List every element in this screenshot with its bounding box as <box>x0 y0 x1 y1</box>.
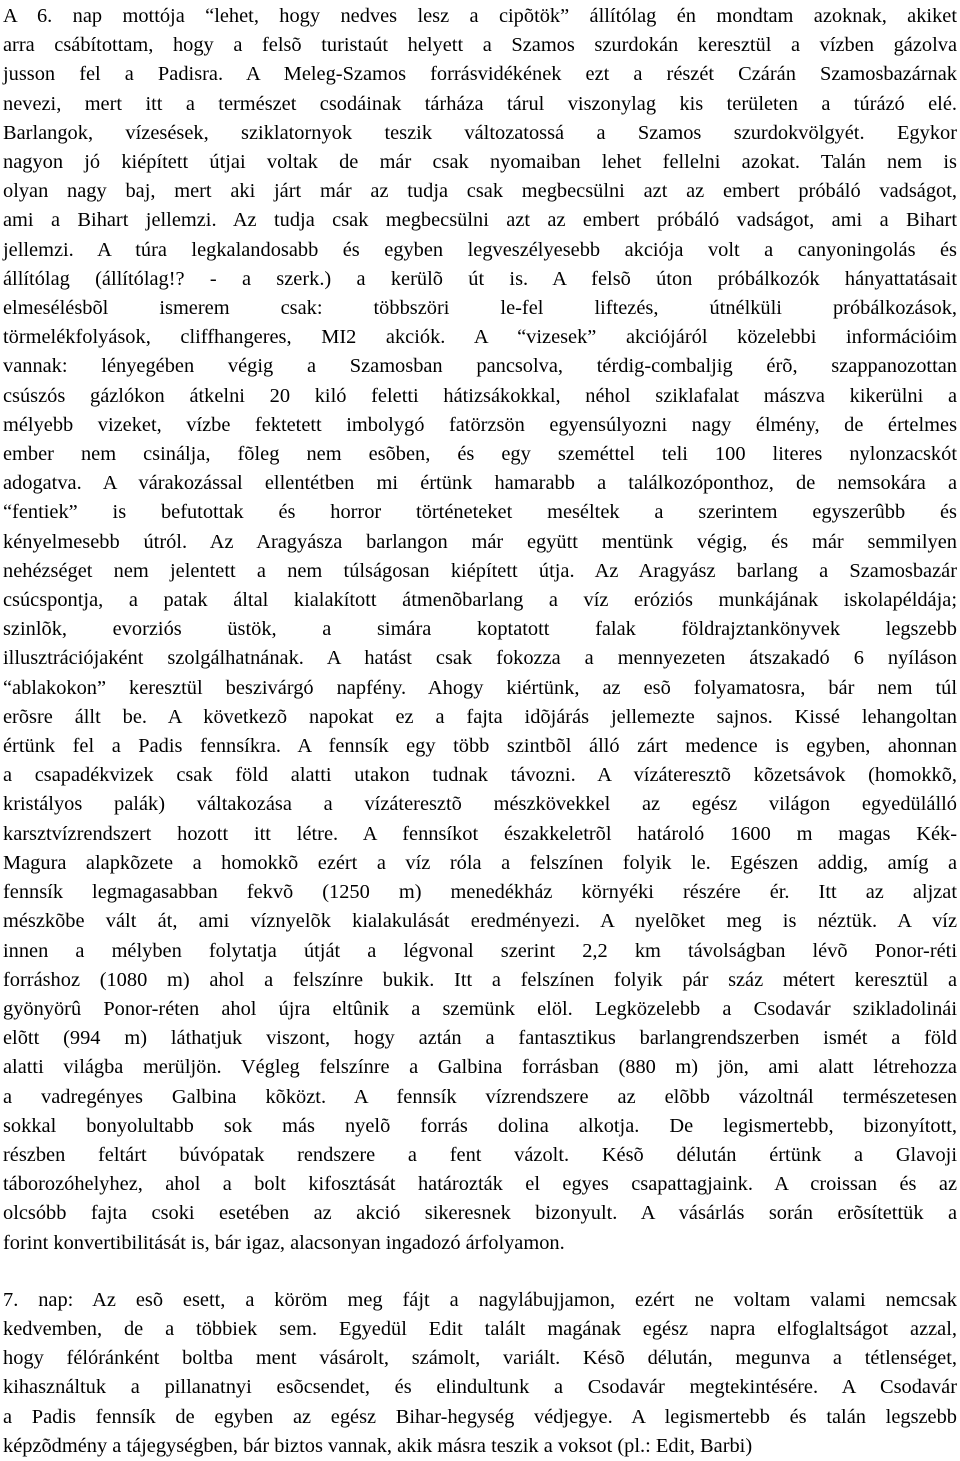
text-line: olcsóbb fajta csoki esetében az akció sikeresnek bizonyult. A vásárlás során erõsítettük a <box>3 1202 957 1225</box>
text-line: mélyebb vizeket, vízbe fektetett imbolygó fatörzsön egyensúlyozni nagy élmény, de értelmes <box>3 413 957 436</box>
text-line: nevezi, mert itt a természet csodáinak tárháza tárul viszonylag kis területen a túrázó elé. <box>3 92 957 115</box>
paragraph-day-6 <box>3 2 957 1258</box>
text-line: mészkõbe vált át, ami víznyelõk kialakulását eredményezi. A nyelõket meg is néztük. A víz <box>3 910 957 933</box>
text-line: Barlangok, vízesések, sziklatornyok teszik változatossá a Szamos szurdokvölgyét. Egykor <box>3 121 957 144</box>
text-line: kihasználtuk a pillanatnyi esõcsendet, és elindultunk a Csodavár megtekintésére. A Csodavár <box>3 1376 957 1399</box>
text-line: táborozóhelyhez, ahol a bolt kifosztását határozták el egyes csapattagjaink. A croissan és az <box>3 1173 957 1196</box>
text-line: a Padis fennsík de egyben az egész Bihar-hegység védjegye. A legismertebb és talán legszebb <box>3 1405 957 1428</box>
text-line: innen a mélyben folytatja útját a légvonal szerint 2,2 km távolságban lévõ Ponor-réti <box>3 939 957 962</box>
text-line: “fentiek” is befutottak és horror történeteket meséltek a szerintem egyszerûbb és <box>3 501 957 524</box>
text-line: jusson fel a Padisra. A Meleg-Szamos forrásvidékének ezt a részét Czárán Szamosbazárnak <box>3 63 957 86</box>
text-line: elõtt (994 m) láthatjuk viszont, hogy aztán a fantasztikus barlangrendszerben ismét a föld <box>3 1027 957 1050</box>
text-line: nagyon jó kiépített útjai voltak de már csak nyomaiban lehet fellelni azokat. Talán nem is <box>3 151 957 174</box>
text-line: A 6. nap mottója “lehet, hogy nedves lesz a cipõtök” állítólag én mondtam azoknak, akiket <box>3 5 957 27</box>
text-line: gyönyörû Ponor-réten ahol újra eltûnik a szemünk elöl. Legközelebb a Csodavár szikladolinái <box>3 997 957 1020</box>
text-line: nehézséget nem jelentett a nem túlságosan kiépített útja. Az Aragyász barlang a Szamosbazár <box>3 559 957 582</box>
text-line: forráshoz (1080 m) ahol a felszínre bukik. Itt a felszínen folyik pár száz métert keresztül a <box>3 968 957 991</box>
text-line: elmesélésbõl ismerem csak: többszöri le-fel liftezés, útnélküli próbálkozások, <box>3 297 957 320</box>
text-line: szinlõk, evorziós üstök, a simára koptatott falak földrajztankönyvek legszebb <box>3 618 957 641</box>
text-line: vannak: lényegében végig a Szamosban pancsolva, térdig-combaljig érõ, szappanozottan <box>3 355 957 378</box>
text-line: törmelékfolyások, cliffhangeres, MI2 akciók. A “vizesek” akciójáról közelebbi információim <box>3 326 957 349</box>
text-line: alatti világba merüljön. Végleg felszínre a Galbina forrásban (880 m) jön, ami alatt létrehozza <box>3 1056 957 1079</box>
text-line: csúszós gázlókon átkelni 20 kiló feletti hátizsákokkal, néhol sziklafalat mászva kikerülni a <box>3 384 957 407</box>
text-line: csúcspontja, a patak által kialakított átmenõbarlang a víz eróziós munkájának iskolapéldája; <box>3 589 957 612</box>
text-line: adogatva. A várakozással ellentétben mi értünk hamarabb a találkozóponthoz, de nemsokára a <box>3 472 957 495</box>
text-line: a vadregényes Galbina kõközt. A fennsík vízrendszere az elõbb vázoltnál természetesen <box>3 1085 957 1108</box>
text-line: részben feltárt búvópatak rendszere a fent vázolt. Késõ délután értünk a Glavoji <box>3 1143 957 1166</box>
text-line: illusztrációjaként szolgálhatnának. A hatást csak fokozza a mennyezeten átszakadó 6 nyíláson <box>3 647 957 670</box>
text-line: állítólag (állítólag!? - a szerk.) a kerülõ út is. A felsõ úton próbálkozók hányattatásait <box>3 267 957 290</box>
text-line: karsztvízrendszert hozott itt létre. A fennsíkot északkeletrõl határoló 1600 m magas Kék- <box>3 822 957 845</box>
text-line: “ablakokon” keresztül beszivárgó napfény. Ahogy kiértünk, az esõ folyamatosra, bár nem túl <box>3 676 957 699</box>
text-line: Magura alapkõzete a homokkõ ezért a víz róla a felszínen folyik le. Egészen addig, amíg a <box>3 851 957 874</box>
text-line: arra csábítottam, hogy a felsõ turistaút helyett a Szamos szurdokán keresztül a vízben gázolva <box>3 34 957 57</box>
text-line: fennsík legmagasabban fekvõ (1250 m) menedékház környéki részére ér. Itt az aljzat <box>3 881 957 904</box>
text-line: kristályos palák) váltakozása a vízáteresztõ mészkövekkel az egész világon egyedülálló <box>3 793 957 816</box>
text-line: olyan nagy baj, mert aki járt már az tudja csak megbecsülni azt az embert próbáló vadságot, <box>3 180 957 203</box>
text-line: a csapadékvizek csak föld alatti utakon tudnak távozni. A vízáteresztõ kõzetsávok (homokkõ, <box>3 764 957 787</box>
text-line: 7. nap: Az esõ esett, a köröm meg fájt a nagylábujjamon, ezért ne voltam valami nemcsak <box>3 1288 957 1311</box>
text-line: jellemzi. A túra legkalandosabb és egyben legveszélyesebb akciója volt a canyoningolás és <box>3 238 957 261</box>
text-line: forint konvertibilitását is, bár igaz, alacsonyan ingadozó árfolyamon. <box>3 1231 565 1254</box>
document-page <box>3 2 957 1461</box>
text-line: kényelmesebb útról. Az Aragyásza barlangon már együtt mentünk végig, és már semmilyen <box>3 530 957 553</box>
text-line: ami a Bihart jellemzi. Az tudja csak megbecsülni azt az embert próbáló vadságot, ami a Bihart <box>3 209 957 232</box>
text-line: ember nem csinálja, fõleg nem esõben, és egy szeméttel teli 100 literes nylonzacskót <box>3 443 957 466</box>
text-line: értünk fel a Padis fennsíkra. A fennsík egy több szintbõl álló zárt medence is egyben, ahonnan <box>3 735 957 758</box>
text-line: kedvemben, de a többiek sem. Egyedül Edit talált magának egész napra elfoglaltságot azzal, <box>3 1317 957 1340</box>
text-line: erõsre állt be. A következõ napokat ez a fajta idõjárás jellemezte sajnos. Kissé lehangoltan <box>3 705 957 728</box>
text-line: sokkal bonyolultabb sok más nyelõ forrás dolina alkotja. De legismertebb, bizonyított, <box>3 1114 957 1137</box>
text-line: hogy félóránként boltba ment vásárolt, számolt, variált. Késõ délután, megunva a tétlenséget, <box>3 1347 957 1370</box>
paragraph-day-7 <box>3 1286 957 1461</box>
text-line: képzõdmény a tájegységben, bár biztos vannak, akik másra teszik a voksot (pl.: Edit, Barbi) <box>3 1434 753 1457</box>
